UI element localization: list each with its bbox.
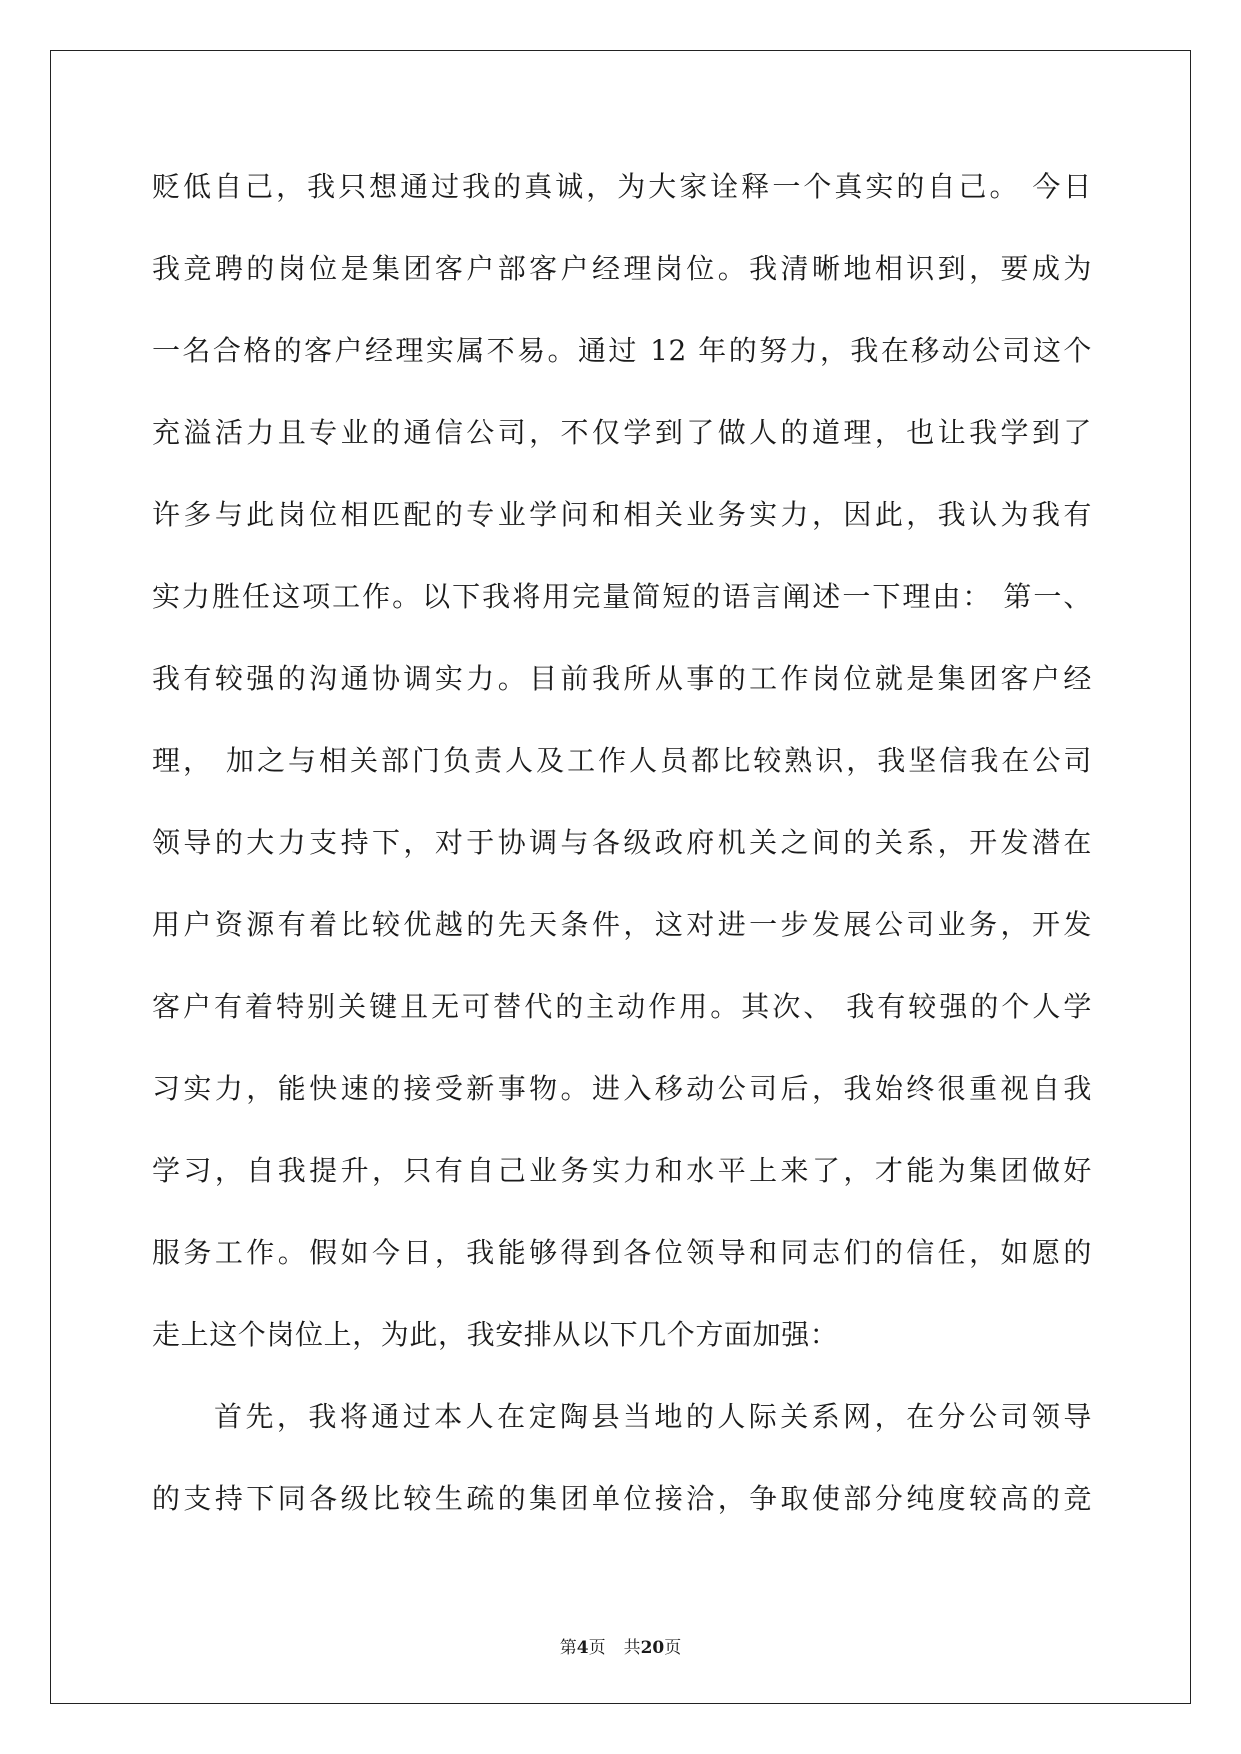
total-label-suffix: 页 [664,1638,682,1658]
page-label-suffix: 页 [588,1638,606,1658]
text-line: 用户资源有着比较优越的先天条件，这对进一步发展公司业务，开发 [152,908,1092,941]
text-line: 学习，自我提升，只有自己业务实力和水平上来了，才能为集团做好 [152,1154,1092,1187]
text-line: 充溢活力且专业的通信公司，不仅学到了做人的道理，也让我学到了 [152,416,1092,449]
text-line: 一名合格的客户经理实属不易。通过 12 年的努力，我在移动公司这个 [152,334,1092,367]
text-line: 许多与此岗位相匹配的专业学问和相关业务实力，因此，我认为我有 [152,498,1092,531]
total-label-prefix: 共 [623,1638,641,1658]
text-line: 客户有着特别关键且无可替代的主动作用。其次、 我有较强的个人学 [152,990,1092,1023]
text-line: 实力胜任这项工作。以下我将用完量简短的语言阐述一下理由： 第一、 [152,580,1092,613]
text-line: 走上这个岗位上，为此，我安排从以下几个方面加强： [152,1318,839,1351]
text-line: 的支持下同各级比较生疏的集团单位接洽，争取使部分纯度较高的竞 [152,1482,1092,1515]
page-label-prefix: 第 [559,1638,577,1658]
total-page-count: 20 [640,1638,665,1658]
text-line: 理， 加之与相关部门负责人及工作人员都比较熟识，我坚信我在公司 [152,744,1092,777]
current-page-number: 4 [576,1638,589,1658]
text-line: 我竞聘的岗位是集团客户部客户经理岗位。我清晰地相识到，要成为 [152,252,1092,285]
text-line: 贬低自己，我只想通过我的真诚，为大家诠释一个真实的自己。 今日 [152,170,1092,203]
text-line: 领导的大力支持下，对于协调与各级政府机关之间的关系，开发潜在 [152,826,1092,859]
page-footer [0,1637,1241,1659]
text-line: 服务工作。假如今日，我能够得到各位领导和同志们的信任，如愿的 [152,1236,1092,1269]
text-line: 习实力，能快速的接受新事物。进入移动公司后，我始终很重视自我 [152,1072,1092,1105]
text-line: 我有较强的沟通协调实力。目前我所从事的工作岗位就是集团客户经 [152,662,1092,695]
paragraph-first-line: 首先，我将通过本人在定陶县当地的人际关系网，在分公司领导 [214,1400,1092,1433]
document-body [152,146,1092,1540]
